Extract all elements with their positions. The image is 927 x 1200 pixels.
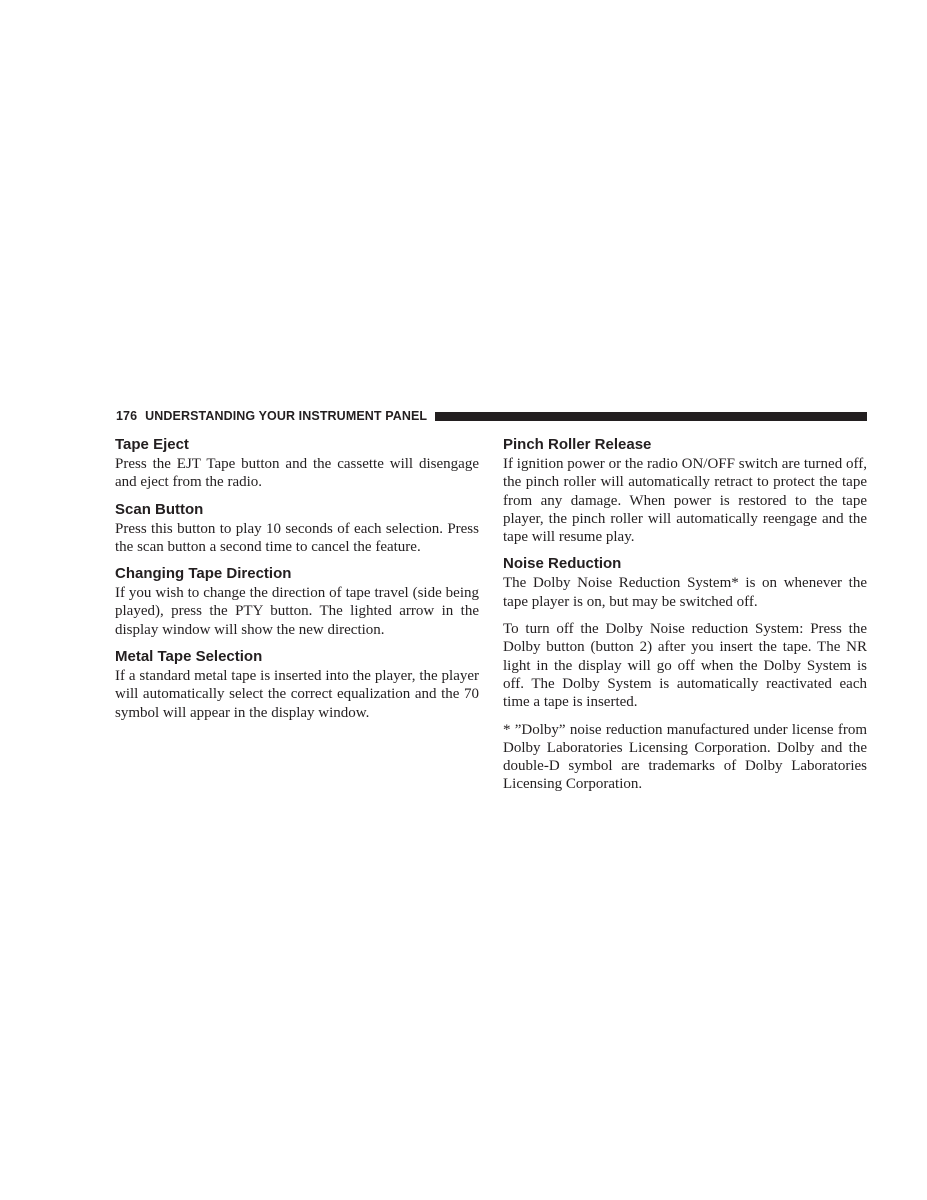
section-body: If a standard metal tape is inserted into the player, the player will automatically select the correct equalization and the 70 symbol will appear in the display window. xyxy=(115,668,479,721)
tape-eject-section xyxy=(115,436,479,492)
page-header xyxy=(116,408,867,424)
metal-tape-selection-section xyxy=(115,648,479,722)
noise-reduction-section xyxy=(503,555,867,611)
right-column xyxy=(503,436,867,803)
section-title: UNDERSTANDING YOUR INSTRUMENT PANEL xyxy=(145,409,428,423)
dolby-trademark-footnote: * ”Dolby” noise reduction manufactured under license from Dolby Laboratories Licensing Corporation. Dolby and the double-D symbol are trademarks of Dolby Laboratories Licensing Corporation. xyxy=(503,721,867,793)
section-heading: Metal Tape Selection xyxy=(115,648,263,666)
pinch-roller-release-section xyxy=(503,436,867,546)
section-heading: Scan Button xyxy=(115,500,204,518)
section-heading: Changing Tape Direction xyxy=(115,565,292,583)
page-number: 176 xyxy=(116,409,138,423)
section-heading: Tape Eject xyxy=(115,436,189,453)
header-rule xyxy=(435,412,867,421)
left-column xyxy=(115,436,479,731)
section-heading: Pinch Roller Release xyxy=(503,436,652,453)
dolby-instructions-paragraph: To turn off the Dolby Noise reduction System: Press the Dolby button (button 2) after you insert the tape. The NR light in the display will go off when the Dolby System is off. The Dolby System is automatically reactivated each time a tape is inserted. xyxy=(503,621,867,711)
section-body: The Dolby Noise Reduction System* is on whenever the tape player is on, but may be switched off. xyxy=(503,575,867,610)
scan-button-section xyxy=(115,501,479,557)
section-heading: Noise Reduction xyxy=(503,555,622,573)
section-body: If you wish to change the direction of tape travel (side being played), press the PTY button. The lighted arrow in the display window will show the new direction. xyxy=(115,585,479,638)
section-body: If ignition power or the radio ON/OFF switch are turned off, the pinch roller will automatically retract to protect the tape from any damage. When power is restored to the tape player, the pinch roller will automatically reengage and the tape will resume play. xyxy=(503,456,867,546)
section-body: Press this button to play 10 seconds of each selection. Press the scan button a second time to cancel the feature. xyxy=(115,520,479,555)
section-body: Press the EJT Tape button and the cassette will disengage and eject from the radio. xyxy=(115,456,479,491)
changing-tape-direction-section xyxy=(115,565,479,639)
